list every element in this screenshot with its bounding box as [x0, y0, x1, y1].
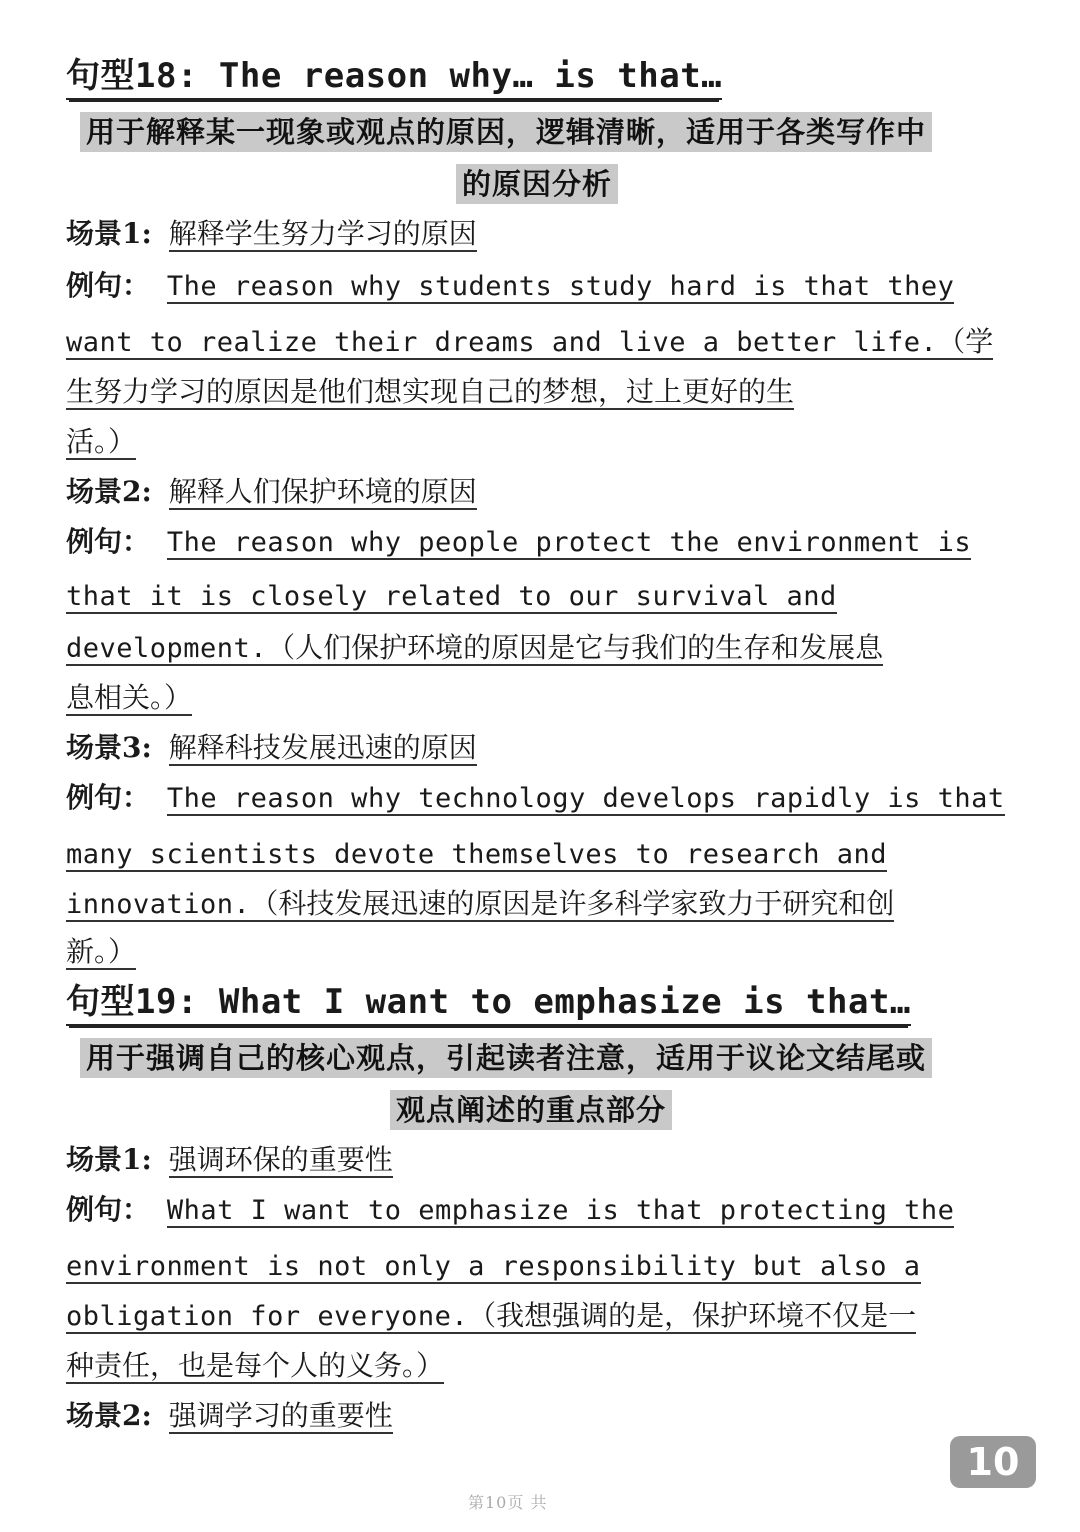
scene-title: 强调环保的重要性	[168, 1143, 393, 1176]
example-line	[66, 524, 971, 561]
translation-text: 新。）	[66, 935, 137, 968]
example-text: environment is not only a responsibility but also a	[66, 1251, 921, 1282]
page-number-badge: 10	[950, 1436, 1036, 1488]
scene-label: 场景2:	[66, 475, 152, 508]
example-line	[66, 578, 837, 615]
scene-heading	[66, 730, 477, 766]
translation-line	[66, 424, 136, 460]
example-line	[66, 324, 993, 361]
pattern-19-title: 句型19: What I want to emphasize is that…	[66, 982, 911, 1026]
example-text: many scientists devote themselves to research and	[66, 839, 888, 870]
translation-text: （学	[937, 325, 994, 358]
pattern-19-description-line-2: 观点阐述的重点部分	[390, 1090, 672, 1130]
scene-title: 解释科技发展迅速的原因	[168, 731, 477, 764]
example-text: The reason why people protect the environment is	[166, 527, 972, 558]
translation-text: 种责任，也是每个人的义务。）	[66, 1349, 445, 1382]
example-line	[66, 1192, 954, 1229]
translation-text: 息相关。）	[66, 681, 193, 714]
example-text: that it is closely related to our survival and	[66, 581, 837, 612]
example-line	[66, 268, 954, 305]
scene-title: 解释人们保护环境的原因	[168, 475, 477, 508]
scene-label: 场景3:	[66, 731, 152, 764]
example-line	[66, 1298, 916, 1335]
pattern-18-title: 句型18: The reason why… is that…	[66, 56, 722, 100]
scene-label: 场景1:	[66, 217, 152, 250]
translation-line	[66, 680, 192, 716]
example-text: What I want to emphasize is that protecting the	[166, 1195, 955, 1226]
scene-heading	[66, 216, 477, 252]
scene-heading	[66, 474, 477, 510]
pattern-18-description-line-2: 的原因分析	[456, 164, 618, 204]
translation-text: 活。）	[66, 425, 137, 458]
example-text: The reason why technology develops rapidly is that	[166, 783, 1005, 814]
example-label: 例句：	[66, 525, 151, 558]
scene-heading	[66, 1142, 393, 1178]
example-line	[66, 630, 883, 667]
example-text: The reason why students study hard is that they	[166, 271, 955, 302]
scene-title: 强调学习的重要性	[168, 1399, 393, 1432]
scene-heading	[66, 1398, 393, 1434]
example-line	[66, 886, 894, 923]
translation-text: （科技发展迅速的原因是许多科学家致力于研究和创	[250, 887, 895, 920]
translation-line	[66, 1348, 444, 1384]
scene-title: 解释学生努力学习的原因	[168, 217, 477, 250]
scene-label: 场景1:	[66, 1143, 152, 1176]
translation-line	[66, 934, 136, 970]
example-line	[66, 836, 887, 873]
example-text: obligation for everyone.	[66, 1301, 469, 1332]
page-footer: 第10页 共	[468, 1493, 548, 1512]
example-text: want to realize their dreams and live a better life.	[66, 327, 938, 358]
example-line	[66, 1248, 921, 1285]
translation-text: （我想强调的是，保护环境不仅是一	[468, 1299, 917, 1332]
translation-text: （人们保护环境的原因是它与我们的生存和发展息	[267, 631, 884, 664]
example-text: innovation.	[66, 889, 251, 920]
translation-text: 生努力学习的原因是他们想实现自己的梦想，过上更好的生	[66, 375, 795, 408]
pattern-18-description-line-1: 用于解释某一现象或观点的原因，逻辑清晰，适用于各类写作中	[80, 112, 932, 152]
example-label: 例句：	[66, 1193, 151, 1226]
pattern-19-description-line-1: 用于强调自己的核心观点，引起读者注意，适用于议论文结尾或	[80, 1038, 932, 1078]
example-line	[66, 780, 1005, 817]
translation-line	[66, 374, 794, 410]
example-text: development.	[66, 633, 268, 664]
scene-label: 场景2:	[66, 1399, 152, 1432]
example-label: 例句：	[66, 269, 151, 302]
example-label: 例句：	[66, 781, 151, 814]
